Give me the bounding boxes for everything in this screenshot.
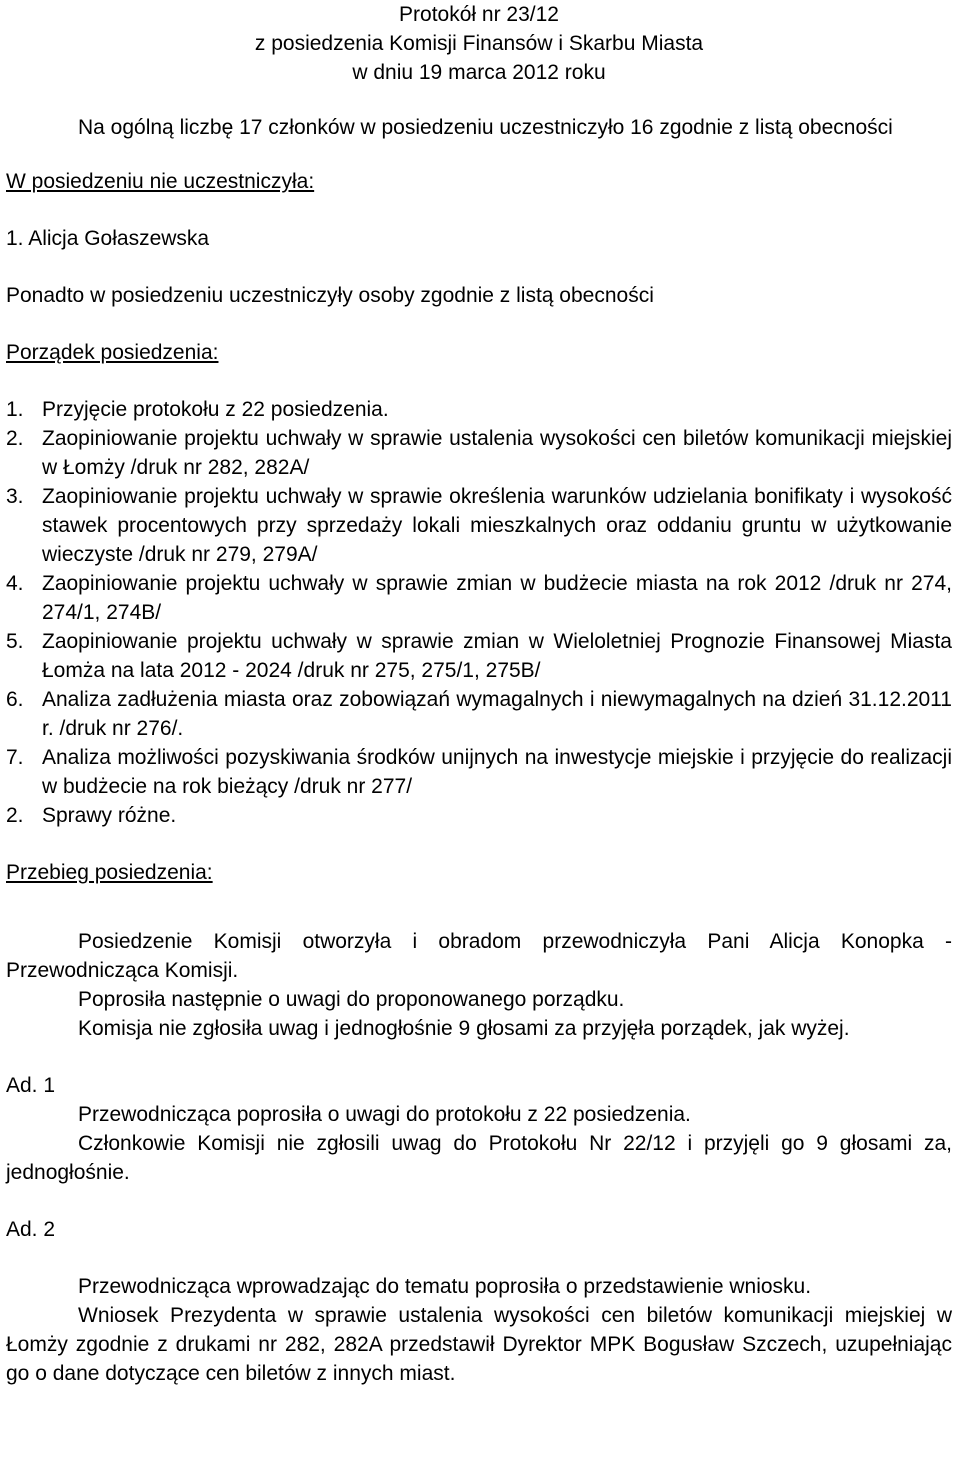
agenda-list	[6, 395, 952, 830]
list-item: 6. Analiza zadłużenia miasta oraz zobowiązań wymagalnych i niewymagalnych na dzień 31.12.2011 r. /druk nr 276/.	[6, 688, 952, 740]
absent-heading: W posiedzeniu nie uczestniczyła:	[6, 170, 315, 193]
list-item: 5. Zaopiniowanie projektu uchwały w sprawie zmian w Wieloletniej Prognozie Finansowej Miasta Łomża na lata 2012 - 2024 /druk nr 275, 275/1, 275B/	[6, 630, 952, 682]
ad2-paragraph-1: Przewodnicząca wprowadzając do tematu poprosiła o przedstawienie wniosku.	[78, 1275, 812, 1298]
document-title: Protokół nr 23/12	[399, 3, 559, 26]
course-paragraph-2: Poprosiła następnie o uwagi do proponowanego porządku.	[78, 988, 625, 1011]
ad1-label: Ad. 1	[6, 1074, 56, 1097]
list-item: 4. Zaopiniowanie projektu uchwały w sprawie zmian w budżecie miasta na rok 2012 /druk nr 274, 274/1, 274B/	[6, 572, 952, 624]
ad2-paragraph-2: Wniosek Prezydenta w sprawie ustalenia wysokości cen biletów komunikacji miejskiej w Łomży zgodnie z drukami nr 282, 282A przedstawił Dyrektor MPK Bogusław Szczech, uzupełniając go o dane dotyczące cen biletów z innych miast.	[6, 1304, 952, 1385]
course-paragraph-1: Posiedzenie Komisji otworzyła i obradom przewodniczyła Pani Alicja Konopka - Przewodnicząca Komisji.	[6, 930, 952, 982]
ad1-paragraph-2: Członkowie Komisji nie zgłosili uwag do Protokołu Nr 22/12 i przyjęli go 9 głosami za, jednogłośnie.	[6, 1132, 952, 1184]
agenda-heading: Porządek posiedzenia:	[6, 341, 219, 364]
course-paragraph-3: Komisja nie zgłosiła uwag i jednogłośnie 9 głosami za przyjęła porządek, jak wyżej.	[78, 1017, 850, 1040]
course-heading: Przebieg posiedzenia:	[6, 861, 213, 884]
ad2-label: Ad. 2	[6, 1218, 56, 1241]
document-subtitle: z posiedzenia Komisji Finansów i Skarbu Miasta	[254, 32, 704, 55]
document-date: w dniu 19 marca 2012 roku	[352, 61, 606, 84]
list-item: 1. Przyjęcie protokołu z 22 posiedzenia.	[6, 398, 389, 421]
absent-item: 1. Alicja Gołaszewska	[6, 227, 210, 250]
list-item: 7. Analiza możliwości pozyskiwania środków unijnych na inwestycje miejskie i przyjęcie do realizacji w budżecie na rok bieżący /druk nr 277/	[6, 746, 952, 798]
list-item: 2. Sprawy różne.	[6, 804, 177, 827]
document-header	[6, 0, 952, 87]
list-item: 2. Zaopiniowanie projektu uchwały w sprawie ustalenia wysokości cen biletów komunikacji miejskiej w Łomży /druk nr 282, 282A/	[6, 427, 952, 479]
list-item: 3. Zaopiniowanie projektu uchwały w sprawie określenia warunków udzielania bonifikaty i wysokość stawek procentowych przy sprzedaży lokali mieszkalnych oraz oddaniu gruntu w użytkowanie wieczyste /druk nr 279, 279A/	[6, 485, 952, 566]
others-paragraph: Ponadto w posiedzeniu uczestniczyły osoby zgodnie z listą obecności	[6, 284, 654, 307]
attendance-paragraph: Na ogólną liczbę 17 członków w posiedzeniu uczestniczyło 16 zgodnie z listą obecności	[78, 116, 893, 139]
ad1-paragraph-1: Przewodnicząca poprosiła o uwagi do protokołu z 22 posiedzenia.	[78, 1103, 691, 1126]
